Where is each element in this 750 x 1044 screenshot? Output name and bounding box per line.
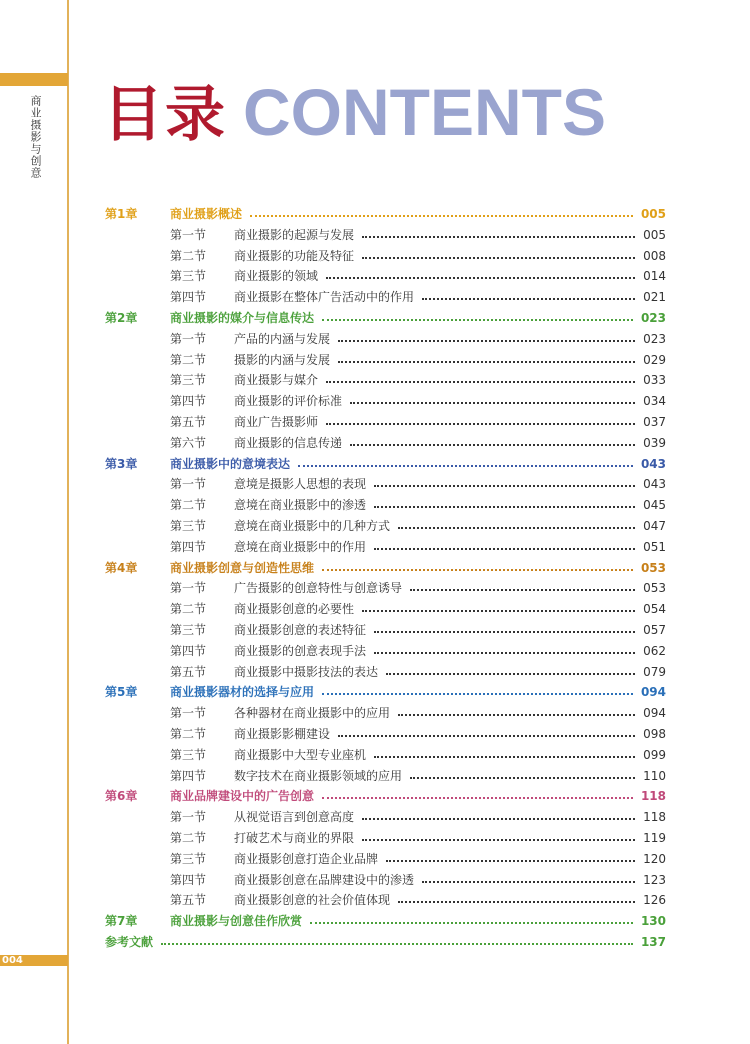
dot-leader: [362, 610, 635, 612]
section-number: 第二节: [170, 352, 207, 367]
dot-leader: [326, 423, 635, 425]
section-title: 意境在商业摄影中的几种方式: [234, 519, 391, 533]
chapter-title: 商业品牌建设中的广告创意: [170, 789, 315, 804]
page-ref: 047: [643, 519, 666, 533]
toc-section-row[interactable]: [0, 350, 750, 371]
section-number: 第一节: [170, 331, 207, 346]
toc-section-row[interactable]: [0, 495, 750, 516]
toc-section-row[interactable]: [0, 516, 750, 537]
section-title: 商业摄影创意的社会价值体现: [234, 893, 391, 908]
section-number: 第三节: [170, 623, 207, 637]
toc-chapter-row[interactable]: [0, 308, 750, 329]
section-title: 广告摄影的创意特性与创意诱导: [234, 581, 403, 596]
dot-leader: [374, 506, 635, 508]
section-number: 第二节: [170, 602, 207, 617]
section-title: 从视觉语言到创意高度: [234, 810, 355, 825]
toc-section-row[interactable]: [0, 225, 750, 246]
section-title: 商业摄影影棚建设: [234, 727, 331, 741]
section-number: 第三节: [170, 373, 207, 388]
dot-leader: [386, 860, 635, 862]
dot-leader: [398, 527, 635, 529]
dot-leader: [362, 257, 635, 259]
chapter-title: 商业摄影创意与创造性思维: [170, 560, 315, 575]
dot-leader: [362, 818, 635, 820]
page-ref: 029: [643, 352, 666, 367]
toc-section-row[interactable]: [0, 620, 750, 641]
dot-leader: [374, 652, 635, 654]
page-ref: 126: [643, 893, 666, 908]
chapter-number: 第1章: [105, 207, 138, 221]
dot-leader: [338, 340, 635, 342]
toc-section-row[interactable]: [0, 578, 750, 599]
section-number: 第一节: [170, 706, 207, 721]
page-ref: 137: [640, 935, 666, 949]
section-number: 第六节: [170, 435, 207, 450]
page-ref: 014: [643, 269, 666, 284]
page-ref: 057: [643, 623, 666, 637]
dot-leader: [322, 319, 633, 321]
section-number: 第三节: [170, 851, 207, 866]
page-ref: 021: [643, 290, 666, 305]
section-title: 商业摄影中摄影技法的表达: [234, 664, 379, 679]
page-ref: 005: [640, 207, 666, 221]
page-ref: 005: [643, 227, 666, 242]
chapter-number: 参考文献: [105, 935, 154, 949]
section-number: 第三节: [170, 747, 207, 762]
page-ref: 119: [643, 831, 666, 845]
title-english: CONTENTS: [243, 75, 606, 149]
toc-section-row[interactable]: [0, 724, 750, 745]
section-title: 意境是摄影人思想的表现: [234, 477, 367, 492]
chapter-title: 商业摄影中的意境表达: [170, 456, 291, 471]
section-number: 第四节: [170, 539, 207, 554]
page-ref: 051: [643, 539, 666, 554]
toc-chapter-row[interactable]: [0, 682, 750, 703]
toc-section-row[interactable]: [0, 391, 750, 412]
page-number: 004: [2, 955, 23, 966]
dot-leader: [410, 777, 635, 779]
dot-leader: [338, 735, 635, 737]
top-accent-band: [0, 73, 68, 86]
toc-section-row[interactable]: [0, 370, 750, 391]
dot-leader: [298, 465, 633, 467]
page-ref: 008: [643, 248, 666, 263]
section-title: 商业摄影的评价标准: [234, 394, 343, 409]
section-title: 商业摄影创意的表述特征: [234, 623, 367, 637]
section-title: 商业摄影创意在品牌建设中的渗透: [234, 872, 415, 887]
toc-section-row[interactable]: [0, 641, 750, 662]
page-ref: 043: [643, 477, 666, 492]
toc-section-row[interactable]: [0, 745, 750, 766]
section-number: 第一节: [170, 477, 207, 492]
page-ref: 130: [640, 914, 666, 929]
section-number: 第五节: [170, 664, 207, 679]
toc-section-row[interactable]: [0, 287, 750, 308]
dot-leader: [386, 673, 635, 675]
toc-section-row[interactable]: [0, 807, 750, 828]
toc-section-row[interactable]: [0, 870, 750, 891]
section-number: 第二节: [170, 498, 207, 513]
section-number: 第一节: [170, 810, 207, 825]
dot-leader: [398, 901, 635, 903]
page-ref: 023: [643, 331, 666, 346]
page-ref: 062: [643, 643, 666, 658]
toc-section-row[interactable]: [0, 537, 750, 558]
dot-leader: [310, 922, 633, 924]
dot-leader: [322, 693, 633, 695]
section-title: 商业摄影的信息传递: [234, 435, 343, 450]
toc-section-row[interactable]: [0, 266, 750, 287]
toc-section-row[interactable]: [0, 849, 750, 870]
chapter-title: 商业摄影与创意佳作欣赏: [170, 914, 303, 929]
dot-leader: [422, 298, 635, 300]
toc-chapter-row[interactable]: [0, 786, 750, 807]
page-ref: 043: [640, 456, 666, 471]
dot-leader: [374, 756, 635, 758]
page-ref: 099: [643, 747, 666, 762]
page-ref: 118: [640, 789, 666, 804]
section-title: 商业摄影中大型专业座机: [234, 747, 367, 762]
toc-section-row[interactable]: [0, 433, 750, 454]
section-title: 打破艺术与商业的界限: [234, 831, 355, 845]
chapter-number: 第4章: [105, 560, 138, 575]
section-number: 第二节: [170, 248, 207, 263]
dot-leader: [422, 881, 635, 883]
chapter-number: 第7章: [105, 914, 138, 929]
section-number: 第二节: [170, 727, 207, 741]
toc-section-row[interactable]: [0, 662, 750, 683]
dot-leader: [161, 943, 633, 945]
toc-chapter-row[interactable]: [0, 204, 750, 225]
section-title: 商业摄影的起源与发展: [234, 227, 355, 242]
toc-chapter-row[interactable]: [0, 454, 750, 475]
page-ref: 098: [643, 727, 666, 741]
page-ref: 037: [643, 415, 666, 429]
title-chinese: 目录: [103, 80, 227, 150]
running-title: 商业摄影与创意: [29, 95, 42, 179]
page-ref: 110: [643, 768, 666, 783]
page-ref: 079: [643, 664, 666, 679]
page-ref: 039: [643, 435, 666, 450]
section-title: 商业摄影在整体广告活动中的作用: [234, 290, 415, 305]
chapter-number: 第3章: [105, 456, 138, 471]
page-ref: 034: [643, 394, 666, 409]
toc-section-row[interactable]: [0, 599, 750, 620]
section-number: 第四节: [170, 290, 207, 305]
chapter-title: 商业摄影器材的选择与应用: [170, 685, 315, 700]
dot-leader: [350, 402, 635, 404]
page-ref: 094: [643, 706, 666, 721]
chapter-number: 第6章: [105, 789, 138, 804]
toc-section-row[interactable]: [0, 703, 750, 724]
toc-section-row[interactable]: [0, 828, 750, 849]
dot-leader: [326, 381, 635, 383]
section-number: 第五节: [170, 893, 207, 908]
section-number: 第四节: [170, 643, 207, 658]
section-title: 各种器材在商业摄影中的应用: [234, 706, 391, 721]
toc-section-row[interactable]: [0, 890, 750, 911]
page-ref: 118: [643, 810, 666, 825]
toc-chapter-row[interactable]: [0, 558, 750, 579]
toc-section-row[interactable]: [0, 474, 750, 495]
section-title: 商业摄影创意的必要性: [234, 602, 355, 617]
dot-leader: [362, 236, 635, 238]
section-title: 数字技术在商业摄影领域的应用: [234, 768, 403, 783]
dot-leader: [398, 714, 635, 716]
section-number: 第三节: [170, 519, 207, 533]
dot-leader: [374, 631, 635, 633]
page-ref: 053: [643, 581, 666, 596]
dot-leader: [410, 589, 635, 591]
section-number: 第一节: [170, 227, 207, 242]
dot-leader: [338, 361, 635, 363]
toc-chapter-row[interactable]: [0, 911, 750, 932]
dot-leader: [374, 548, 635, 550]
section-title: 商业摄影与媒介: [234, 373, 319, 388]
section-title: 商业摄影的功能及特征: [234, 248, 355, 263]
toc-reference-row[interactable]: [0, 932, 750, 953]
dot-leader: [250, 215, 633, 217]
section-title: 摄影的内涵与发展: [234, 352, 331, 367]
dot-leader: [322, 797, 633, 799]
chapter-title: 商业摄影的媒介与信息传达: [170, 311, 315, 325]
section-number: 第四节: [170, 394, 207, 409]
section-number: 第三节: [170, 269, 207, 284]
section-title: 意境在商业摄影中的作用: [234, 539, 367, 554]
section-title: 产品的内涵与发展: [234, 331, 331, 346]
page-ref: 023: [640, 311, 666, 325]
section-number: 第四节: [170, 768, 207, 783]
section-title: 意境在商业摄影中的渗透: [234, 498, 367, 513]
section-title: 商业摄影的领域: [234, 269, 319, 284]
page-ref: 045: [643, 498, 666, 513]
dot-leader: [322, 569, 633, 571]
toc-section-row[interactable]: [0, 246, 750, 267]
page-ref: 033: [643, 373, 666, 388]
section-title: 商业摄影的创意表现手法: [234, 643, 367, 658]
section-number: 第一节: [170, 581, 207, 596]
section-title: 商业广告摄影师: [234, 415, 319, 429]
section-number: 第五节: [170, 415, 207, 429]
page-ref: 094: [640, 685, 666, 700]
dot-leader: [350, 444, 635, 446]
page-ref: 120: [643, 851, 666, 866]
toc-section-row[interactable]: [0, 412, 750, 433]
toc-section-row[interactable]: [0, 766, 750, 787]
dot-leader: [374, 485, 635, 487]
section-number: 第四节: [170, 872, 207, 887]
dot-leader: [326, 277, 635, 279]
chapter-number: 第5章: [105, 685, 138, 700]
chapter-number: 第2章: [105, 311, 138, 325]
section-title: 商业摄影创意打造企业品牌: [234, 851, 379, 866]
page-ref: 053: [640, 560, 666, 575]
toc-section-row[interactable]: [0, 329, 750, 350]
page-ref: 123: [643, 872, 666, 887]
page-ref: 054: [643, 602, 666, 617]
section-number: 第二节: [170, 831, 207, 845]
dot-leader: [362, 839, 635, 841]
chapter-title: 商业摄影概述: [170, 207, 243, 221]
page-title: [103, 72, 606, 152]
